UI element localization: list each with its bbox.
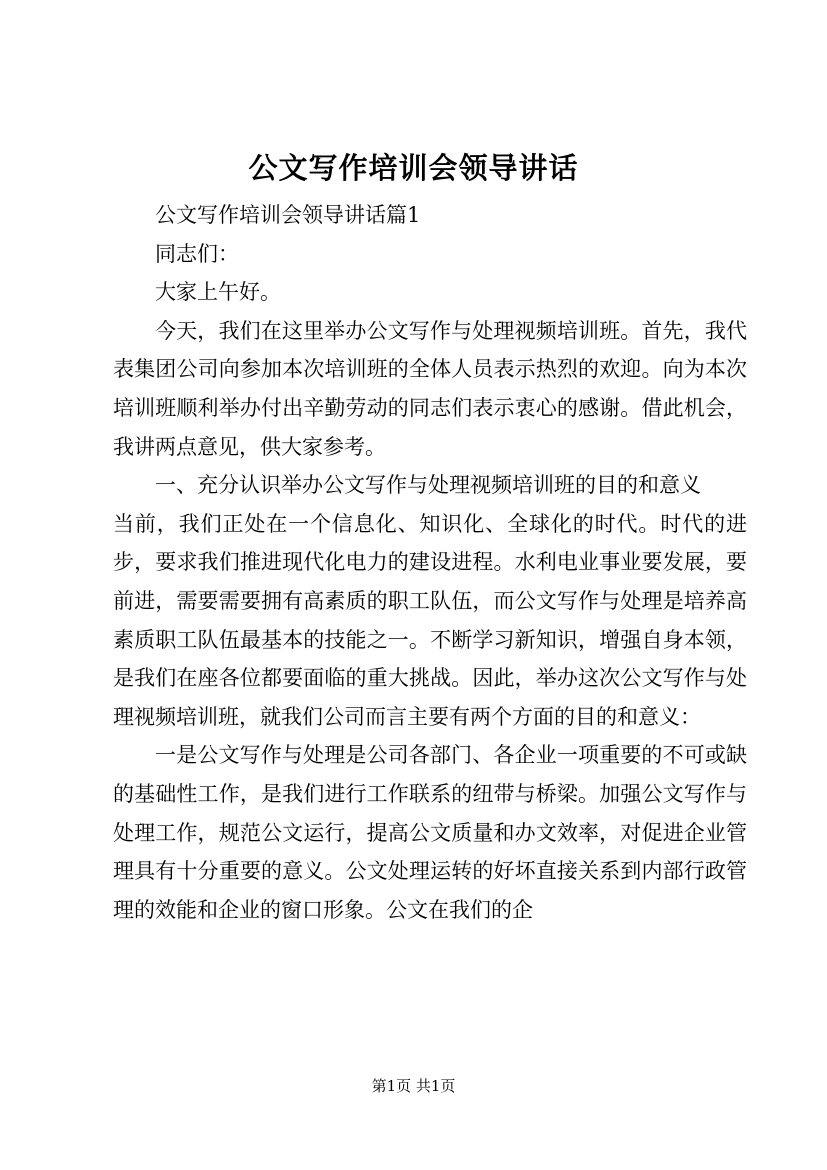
greeting: 大家上午好。 xyxy=(155,280,281,305)
document-body xyxy=(113,196,747,929)
paragraph-opening: 今天，我们在这里举办公文写作与处理视频培训班。首先，我代表集团公司向参加本次培训班的全体人员表示热烈的欢迎。向为本次培训班顺利举办付出辛勤劳动的同志们表示衷心的感谢。借此机会，我讲两点意见，供大家参考。 xyxy=(113,318,747,459)
section-heading: 公文写作培训会领导讲话篇1 xyxy=(155,203,421,227)
paragraph-context: 当前，我们正处在一个信息化、知识化、全球化的时代。时代的进步，要求我们推进现代化电力的建设进程。水利电业事业要发展，要前进，需要需要拥有高素质的职工队伍，而公文写作与处理是培养高素质职工队伍最基本的技能之一。不断学习新知识，增强自身本领，是我们在座各位都要面临的重大挑战。因此，举办这次公文写作与处理视频培训班，就我们公司而言主要有两个方面的目的和意义： xyxy=(113,511,747,729)
page-footer: 第1页 共1页 xyxy=(371,1077,456,1095)
point-heading: 一、充分认识举办公文写作与处理视频培训班的目的和意义 xyxy=(155,473,701,498)
document-title: 公文写作培训会领导讲话 xyxy=(248,151,579,185)
paragraph-point-one: 一是公文写作与处理是公司各部门、各企业一项重要的不可或缺的基础性工作，是我们进行工作联系的纽带与桥梁。加强公文写作与处理工作，规范公文运行，提高公文质量和办文效率，对促进企业管理具有十分重要的意义。公文处理运转的好坏直接关系到内部行政管理的效能和企业的窗口形象。公文在我们的企 xyxy=(113,743,747,922)
salutation: 同志们： xyxy=(155,241,239,266)
